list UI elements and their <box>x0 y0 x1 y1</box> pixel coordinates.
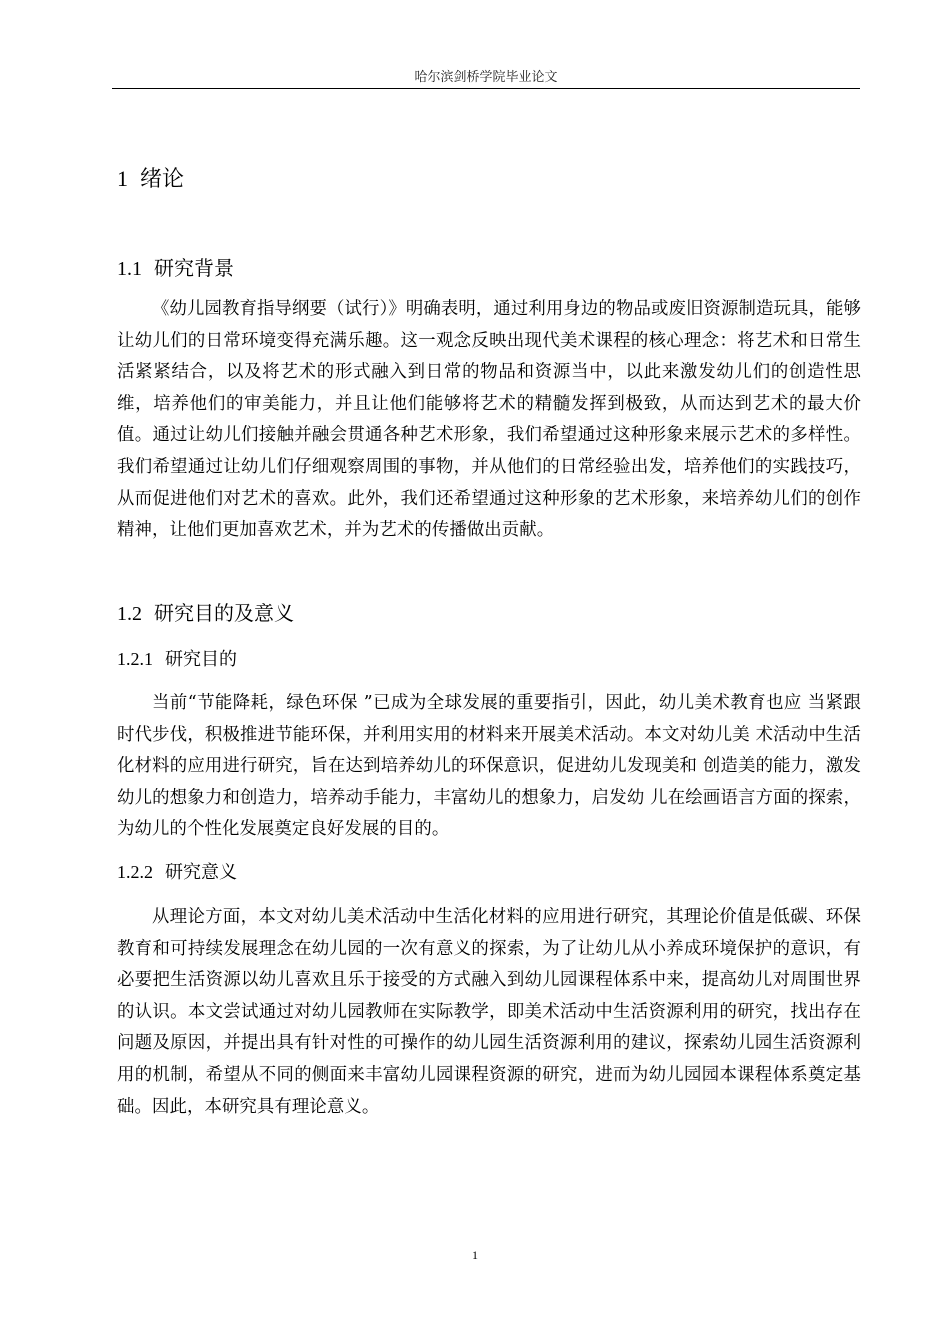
purpose-paragraph: 当前“节能降耗，绿色环保 ”已成为全球发展的重要指引，因此，幼儿美术教育也应 当紧跟时代步伐，积极推进节能环保，并利用实用的材料来开展美术活动。本文对幼儿美 术活动中生活化材料的应用进行研究，旨在达到培养幼儿的环保意识，促进幼儿发现美和 创造美的能力，激发幼儿的想象力和创造力，培养动手能力，丰富幼儿的想象力，启发幼 儿在绘画语言方面的探索，为幼儿的个性化发展奠定良好发展的目的。 <box>117 693 861 840</box>
background-paragraph: 《幼儿园教育指导纲要（试行）》明确表明，通过利用身边的物品或废旧资源制造玩具，能够让幼儿们的日常环境变得充满乐趣。这一观念反映出现代美术课程的核心理念：将艺术和日常生活紧紧结合，以及将艺术的形式融入到日常的物品和资源当中，以此来激发幼儿们的创造性思维，培养他们的审美能力，并且让他们能够将艺术的精髓发挥到极致，从而达到艺术的最大价值。通过让幼儿们接触并融会贯通各种艺术形象，我们希望通过这种形象来展示艺术的多样性。我们希望通过让幼儿们仔细观察周围的事物，并从他们的日常经验出发，培养他们的实践技巧，从而促进他们对艺术的喜欢。此外，我们还希望通过这种形象的艺术形象，来培养幼儿们的创作精神，让他们更加喜欢艺术，并为艺术的传播做出贡献。 <box>117 299 861 541</box>
subsection-number: 1.2.1 <box>117 649 153 669</box>
section-title: 研究目的及意义 <box>154 601 294 625</box>
header-rule <box>112 88 860 89</box>
subsection-heading-1-2-2 <box>117 858 237 884</box>
subsection-title: 研究目的 <box>165 649 237 670</box>
chapter-number: 1 <box>117 166 128 191</box>
subsection-title: 研究意义 <box>165 862 237 883</box>
page-number: 1 <box>472 1248 478 1262</box>
subsection-heading-1-2-1 <box>117 645 237 671</box>
significance-paragraph: 从理论方面，本文对幼儿美术活动中生活化材料的应用进行研究，其理论价值是低碳、环保教育和可持续发展理念在幼儿园的一次有意义的探索，为了让幼儿从小养成环境保护的意识，有必要把生活资源以幼儿喜欢且乐于接受的方式融入到幼儿园课程体系中来，提高幼儿对周围世界的认识。本文尝试通过对幼儿园教师在实际教学，即美术活动中生活资源利用的研究，找出存在问题及原因，并提出具有针对性的可操作的幼儿园生活资源利用的建议，探索幼儿园生活资源利用的机制，希望从不同的侧面来丰富幼儿园课程资源的研究，进而为幼儿园园本课程体系奠定基础。因此，本研究具有理论意义。 <box>117 907 861 1117</box>
chapter-heading <box>117 162 184 193</box>
section-title: 研究背景 <box>154 256 234 280</box>
page-header: 哈尔滨剑桥学院毕业论文 <box>414 70 558 85</box>
section-number: 1.1 <box>117 258 142 280</box>
chapter-title: 绪论 <box>140 167 185 192</box>
subsection-number: 1.2.2 <box>117 862 153 882</box>
section-number: 1.2 <box>117 603 142 625</box>
section-heading-1-1 <box>117 252 234 281</box>
section-heading-1-2 <box>117 597 294 626</box>
